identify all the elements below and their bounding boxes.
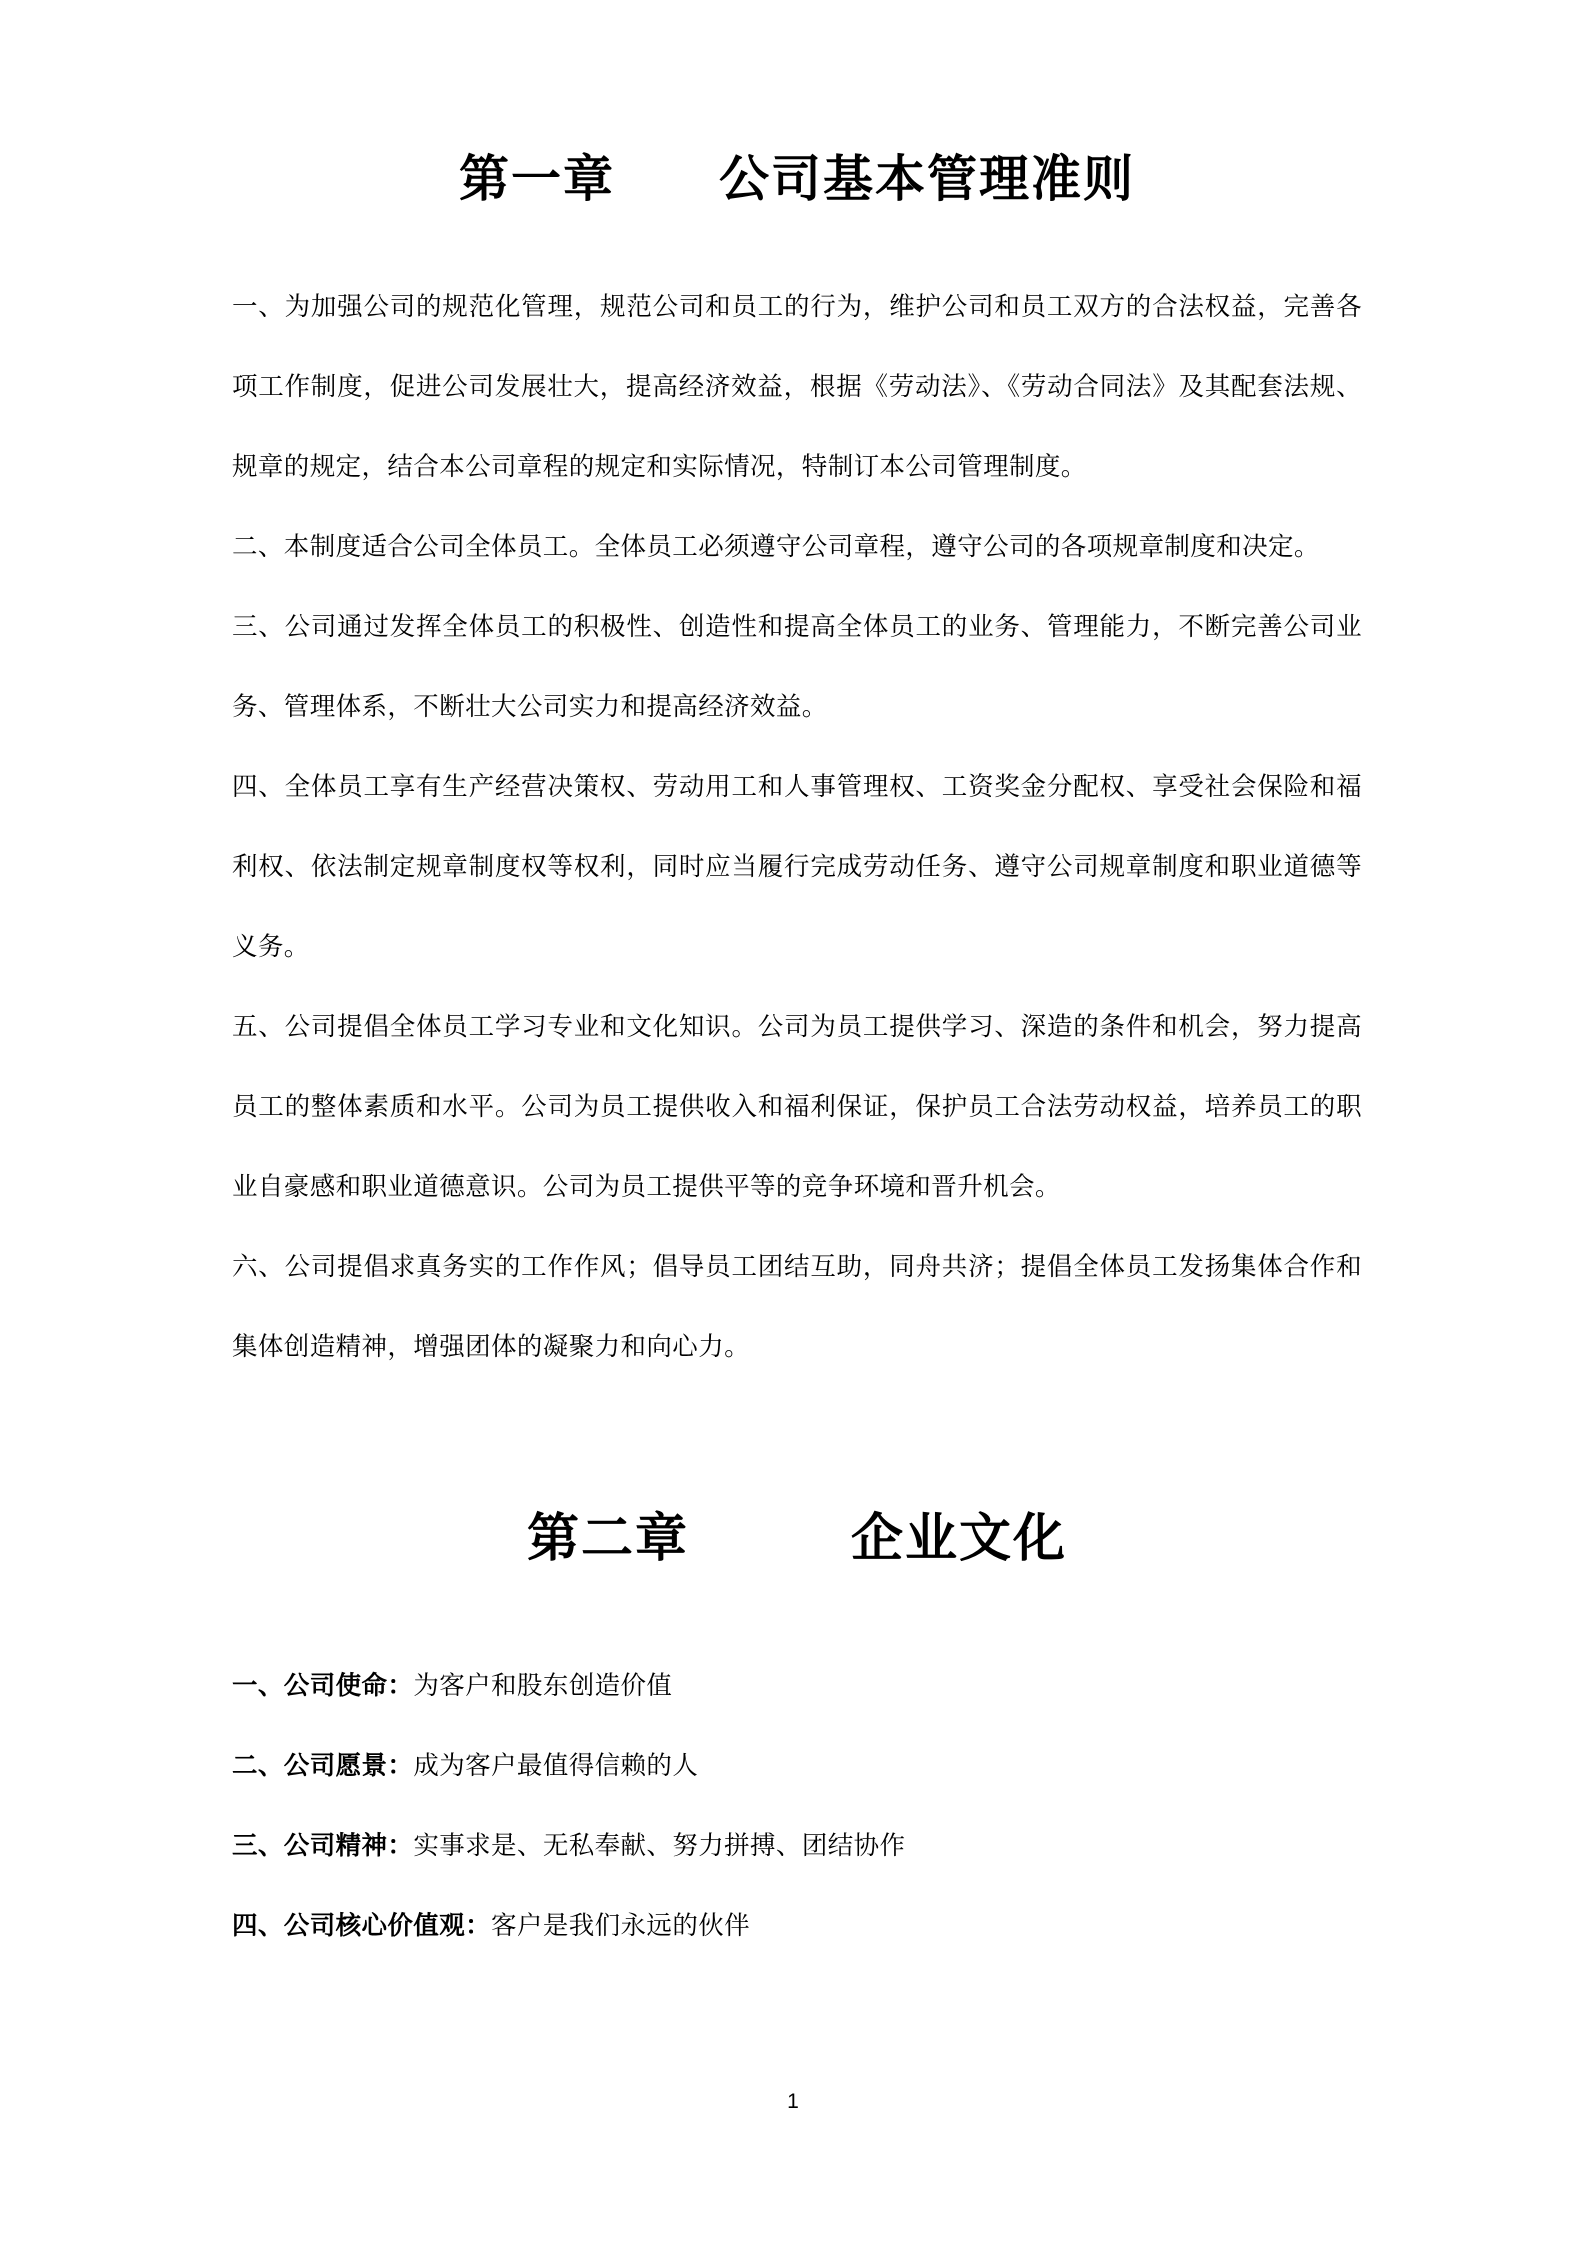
paragraph: 四、全体员工享有生产经营决策权、劳动用工和人事管理权、工资奖金分配权、享受社会保险和福利权、依法制定规章制度权等权利，同时应当履行完成劳动任务、遵守公司规章制度和职业道德等义务。 bbox=[232, 772, 1362, 961]
paragraph: 五、公司提倡全体员工学习专业和文化知识。公司为员工提供学习、深造的条件和机会，努力提高员工的整体素质和水平。公司为员工提供收入和福利保证，保护员工合法劳动权益，培养员工的职业自豪感和职业道德意识。公司为员工提供平等的竞争环境和晋升机会。 bbox=[232, 1012, 1362, 1201]
chapter-1-paragraph-list bbox=[232, 267, 1362, 1387]
page-number: 1 bbox=[787, 2090, 799, 2113]
culture-item bbox=[232, 1806, 1362, 1886]
paragraph: 六、公司提倡求真务实的工作作风；倡导员工团结互助，同舟共济；提倡全体员工发扬集体合作和集体创造精神，增强团体的凝聚力和向心力。 bbox=[232, 1252, 1362, 1361]
culture-item bbox=[232, 1886, 1362, 1966]
chapter-2-item-list bbox=[232, 1646, 1362, 1966]
culture-item-value: 为客户和股东创造价值 bbox=[413, 1671, 673, 1700]
culture-item-value: 实事求是、无私奉献、努力拼搏、团结协作 bbox=[413, 1831, 906, 1860]
culture-item-label: 三、公司精神： bbox=[232, 1831, 414, 1860]
paragraph: 二、本制度适合公司全体员工。全体员工必须遵守公司章程，遵守公司的各项规章制度和决定。 bbox=[232, 532, 1320, 561]
culture-item-label: 二、公司愿景： bbox=[232, 1751, 414, 1780]
culture-item-value: 成为客户最值得信赖的人 bbox=[413, 1751, 699, 1780]
paragraph: 三、公司通过发挥全体员工的积极性、创造性和提高全体员工的业务、管理能力，不断完善公司业务、管理体系，不断壮大公司实力和提高经济效益。 bbox=[232, 612, 1362, 721]
chapter-1-title: 第一章 公司基本管理准则 bbox=[459, 151, 1135, 207]
culture-item-label: 一、公司使命： bbox=[232, 1671, 414, 1700]
culture-item-value: 客户是我们永远的伙伴 bbox=[491, 1911, 751, 1940]
culture-item-label: 四、公司核心价值观： bbox=[232, 1911, 492, 1940]
culture-item bbox=[232, 1726, 1362, 1806]
culture-item bbox=[232, 1646, 1362, 1726]
paragraph: 一、为加强公司的规范化管理，规范公司和员工的行为，维护公司和员工双方的合法权益，完善各项工作制度，促进公司发展壮大，提高经济效益，根据《劳动法》、《劳动合同法》及其配套法规、规章的规定，结合本公司章程的规定和实际情况，特制订本公司管理制度。 bbox=[232, 292, 1362, 481]
document-content bbox=[232, 0, 1362, 1966]
chapter-2-title: 第二章 企业文化 bbox=[526, 1509, 1067, 1568]
